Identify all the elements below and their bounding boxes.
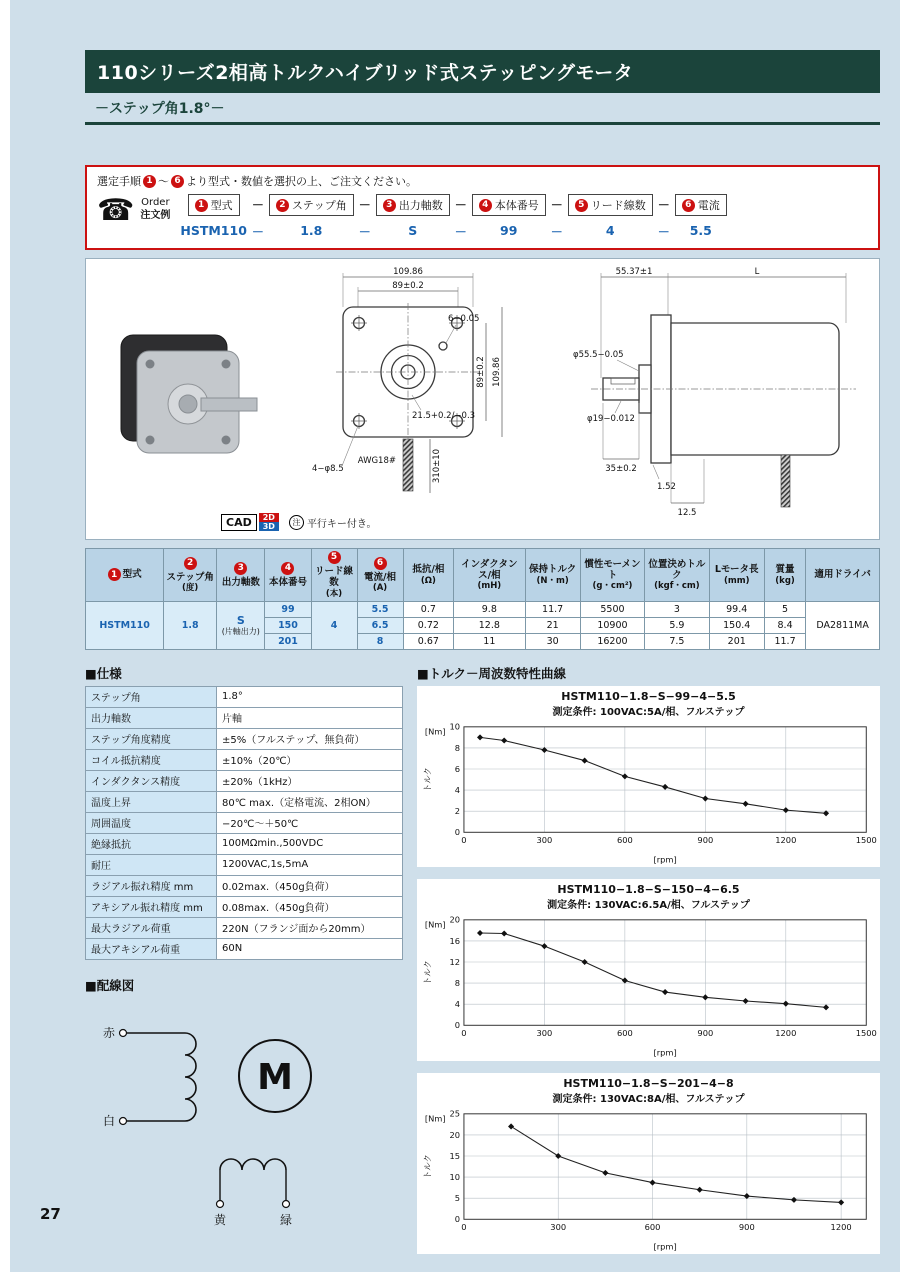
- separator-dash: －: [358, 198, 371, 212]
- svg-text:トルク: トルク: [422, 767, 433, 792]
- dim-height-inner: 89±0.2: [475, 356, 486, 388]
- separator-dash-blue: －: [657, 225, 670, 239]
- svg-text:16: 16: [449, 936, 461, 947]
- chart-title: HSTM110−1.8−S−201−4−8: [563, 1076, 734, 1090]
- spec-row: [86, 686, 403, 707]
- field-box: [269, 194, 354, 216]
- dim-width-inner: 89±0.2: [391, 281, 424, 291]
- selection-table-header: [86, 549, 880, 602]
- svg-text:[rpm]: [rpm]: [653, 1241, 677, 1252]
- field-label: 出力軸数: [398, 199, 443, 212]
- spec-value: 100MΩmin.,500VDC: [217, 833, 403, 854]
- svg-text:300: 300: [550, 1221, 567, 1232]
- spec-row: [86, 707, 403, 728]
- separator: [450, 194, 472, 240]
- spec-key: ステップ角: [86, 686, 217, 707]
- cell-current: 8: [357, 633, 403, 649]
- spec-table: [85, 686, 403, 960]
- note-circle-icon: 注: [289, 515, 304, 530]
- svg-text:トルク: トルク: [422, 1154, 433, 1179]
- field-label: 電流: [697, 199, 720, 212]
- chart-plot: [419, 1106, 878, 1252]
- product-photo: [109, 319, 269, 479]
- field-box: [376, 194, 450, 216]
- spec-value: 60N: [217, 938, 403, 959]
- chart-title: HSTM110−1.8−S−99−4−5.5: [561, 689, 736, 703]
- spec-row: [86, 875, 403, 896]
- spec-value: ±10%（20℃）: [217, 749, 403, 770]
- col-shaft: [217, 549, 265, 602]
- field-value: S: [408, 223, 418, 238]
- torque-chart-201: [417, 1073, 880, 1254]
- cell-resistance: 0.7: [403, 601, 454, 617]
- dim-shaft-length: 35±0.2: [605, 464, 637, 474]
- col-label: 慣性モーメント: [584, 558, 641, 581]
- front-view-drawing: [308, 263, 548, 525]
- cell-current: 5.5: [357, 601, 403, 617]
- spec-row: [86, 749, 403, 770]
- separator-dash-blue: －: [454, 225, 467, 239]
- col-holding-torque: [525, 549, 580, 602]
- spec-and-wiring-column: [85, 654, 403, 1237]
- field-box: [472, 194, 546, 216]
- dim-pilot: 21.5+0.2/−0.3: [411, 411, 475, 421]
- svg-text:2: 2: [454, 806, 461, 817]
- spec-value: 220N（フランジ面から20mm）: [217, 917, 403, 938]
- spec-key: 耐圧: [86, 854, 217, 875]
- svg-text:900: 900: [738, 1221, 755, 1232]
- wiring-title: ■配線図: [85, 977, 135, 993]
- spec-row: [86, 791, 403, 812]
- spec-row: [86, 833, 403, 854]
- svg-text:600: 600: [644, 1221, 661, 1232]
- field-value: HSTM110: [180, 223, 247, 238]
- col-label: リード線数: [315, 566, 354, 589]
- svg-text:1200: 1200: [830, 1221, 852, 1232]
- col-unit: (mH): [477, 581, 502, 592]
- svg-text:10: 10: [449, 721, 461, 732]
- col-label: 出力軸数: [221, 576, 260, 588]
- badge-5-icon: 5: [575, 199, 588, 212]
- col-inductance: [454, 549, 525, 602]
- wire-label-green: 緑: [279, 1212, 293, 1227]
- torque-chart-150: [417, 879, 880, 1060]
- spec-title: ■仕様: [85, 665, 122, 681]
- wire-label-red: 赤: [102, 1025, 115, 1040]
- cell-inertia: 10900: [580, 617, 644, 633]
- spec-key: 温度上昇: [86, 791, 217, 812]
- separator-dash-blue: －: [358, 225, 371, 239]
- torque-charts-column: [417, 654, 880, 1266]
- svg-text:0: 0: [461, 834, 467, 845]
- svg-text:20: 20: [449, 1129, 461, 1140]
- dim-front-length: 55.37±1: [615, 267, 653, 277]
- separator-dash: －: [251, 198, 264, 212]
- spec-row: [86, 854, 403, 875]
- field-value: 99: [500, 223, 518, 238]
- svg-text:1200: 1200: [775, 834, 797, 845]
- order-label: [140, 196, 170, 222]
- cell-mass: 11.7: [764, 633, 805, 649]
- col-unit: (kgf・cm): [654, 581, 700, 592]
- svg-text:600: 600: [616, 1028, 633, 1039]
- order-field-body-no: [472, 194, 546, 238]
- cad-label: CAD: [221, 514, 257, 531]
- col-current: [357, 549, 403, 602]
- col-unit: (度): [182, 583, 199, 594]
- field-value: 4: [605, 223, 615, 238]
- svg-text:[Nm]: [Nm]: [424, 920, 446, 931]
- svg-text:4: 4: [454, 999, 461, 1010]
- cad-2d-badge: 2D: [259, 513, 279, 522]
- badge-6-icon: 6: [374, 557, 387, 570]
- side-view-drawing: [571, 263, 871, 525]
- col-label: 電流/相: [364, 571, 397, 583]
- svg-text:25: 25: [449, 1108, 461, 1119]
- separator: [247, 194, 269, 240]
- field-label: 型式: [210, 199, 233, 212]
- cell-body-no: 99: [265, 601, 311, 617]
- svg-text:0: 0: [461, 1221, 467, 1232]
- svg-text:[Nm]: [Nm]: [424, 1113, 446, 1124]
- order-label-bottom: 注文例: [140, 210, 171, 221]
- dim-pilot-dia: φ55.5−0.05: [573, 350, 624, 360]
- cell-resistance: 0.72: [403, 617, 454, 633]
- circled-6-icon: 6: [171, 175, 184, 188]
- cell-model: HSTM110: [86, 601, 164, 649]
- field-label: 本体番号: [494, 199, 539, 212]
- dim-width-outer: 109.86: [392, 267, 423, 277]
- spec-key: コイル抵抗精度: [86, 749, 217, 770]
- spec-key: 出力軸数: [86, 707, 217, 728]
- svg-text:900: 900: [697, 1028, 714, 1039]
- dim-lead-gauge: AWG18#: [357, 456, 396, 466]
- cell-motor-length: 150.4: [709, 617, 764, 633]
- badge-5-icon: 5: [328, 551, 341, 564]
- order-instruction: [97, 173, 868, 189]
- svg-text:1500: 1500: [855, 1028, 877, 1039]
- order-example-row: [97, 194, 868, 240]
- svg-text:300: 300: [536, 834, 553, 845]
- cell-detent-torque: 5.9: [645, 617, 709, 633]
- dim-hole-small: 6−0.05: [447, 314, 479, 324]
- order-field-model: [180, 194, 247, 238]
- page-title: 110シリーズ2相高トルクハイブリッド式ステッピングモータ: [85, 50, 880, 93]
- field-label: ステップ角: [291, 199, 347, 212]
- spec-key: ラジアル振れ精度 mm: [86, 875, 217, 896]
- field-value: 5.5: [689, 223, 712, 238]
- cell-holding-torque: 21: [525, 617, 580, 633]
- col-step-angle: [164, 549, 217, 602]
- spec-row: [86, 896, 403, 917]
- spec-value: 1.8°: [217, 686, 403, 707]
- svg-text:1200: 1200: [775, 1028, 797, 1039]
- cell-inductance: 11: [454, 633, 525, 649]
- wire-label-yellow: 黄: [213, 1212, 227, 1227]
- cell-shaft: [217, 601, 265, 649]
- svg-text:トルク: トルク: [422, 960, 433, 986]
- badge-2-icon: 2: [184, 557, 197, 570]
- cad-badge: [221, 513, 279, 531]
- wire-label-white: 白: [102, 1113, 115, 1128]
- svg-text:0: 0: [454, 1020, 461, 1031]
- svg-text:15: 15: [449, 1150, 461, 1161]
- lower-section: [85, 654, 880, 1266]
- svg-text:10: 10: [449, 1171, 461, 1182]
- badge-4-icon: 4: [479, 199, 492, 212]
- spec-value: 0.08max.（450g負荷）: [217, 896, 403, 917]
- cell-detent-torque: 7.5: [645, 633, 709, 649]
- col-resistance: [403, 549, 454, 602]
- spec-key: 最大アキシアル荷重: [86, 938, 217, 959]
- separator-dash-blue: －: [550, 225, 563, 239]
- cell-step-angle: 1.8: [164, 601, 217, 649]
- svg-text:5: 5: [454, 1193, 461, 1204]
- cell-body-no: 150: [265, 617, 311, 633]
- col-inertia: [580, 549, 644, 602]
- col-unit: (kg): [775, 575, 795, 586]
- order-label-top: Order: [141, 197, 170, 208]
- badge-1-icon: 1: [108, 568, 121, 581]
- badge-3-icon: 3: [383, 199, 396, 212]
- spec-key: 絶縁抵抗: [86, 833, 217, 854]
- dim-body-length: L: [754, 267, 760, 277]
- spec-key: インダクタンス精度: [86, 770, 217, 791]
- spec-value: 0.02max.（450g負荷）: [217, 875, 403, 896]
- note-text: 平行キー付き。: [306, 518, 377, 530]
- svg-text:8: 8: [454, 742, 461, 753]
- dim-lead-position: 12.5: [677, 508, 697, 518]
- spec-value: 1200VAC,1s,5mA: [217, 854, 403, 875]
- cell-current: 6.5: [357, 617, 403, 633]
- svg-text:600: 600: [616, 834, 633, 845]
- cell-mass: 5: [764, 601, 805, 617]
- order-field-step-angle: [269, 194, 354, 238]
- col-label: 位置決めトルク: [648, 558, 706, 581]
- spec-value: ±20%（1kHz）: [217, 770, 403, 791]
- table-row: [86, 601, 880, 617]
- page-number: 27: [40, 1205, 61, 1223]
- motor-symbol: M: [257, 1056, 293, 1098]
- spec-value: 80℃ max.（定格電流、2相ON）: [217, 791, 403, 812]
- col-label: 本体番号: [268, 576, 307, 588]
- separator-dash: －: [550, 198, 563, 212]
- separator-dash-blue: －: [251, 225, 264, 239]
- svg-text:0: 0: [454, 1214, 461, 1225]
- spec-row: [86, 728, 403, 749]
- svg-text:[Nm]: [Nm]: [424, 726, 446, 737]
- chart-subtitle: 測定条件: 130VAC:8A/相、フルステップ: [552, 1093, 745, 1105]
- cell-detent-torque: 3: [645, 601, 709, 617]
- dim-corner-holes: 4−φ8.5: [311, 464, 344, 474]
- col-label: インダクタンス/相: [461, 558, 518, 581]
- col-motor-length: [709, 549, 764, 602]
- svg-text:4: 4: [454, 784, 461, 795]
- dim-lead-length: 310±10: [431, 448, 442, 484]
- col-label: 適用ドライバ: [814, 569, 871, 581]
- col-mass: [764, 549, 805, 602]
- spec-value: −20℃～＋50℃: [217, 812, 403, 833]
- separator-dash: －: [657, 198, 670, 212]
- col-unit: (N・m): [536, 575, 569, 586]
- instruction-suffix: より型式・数値を選択の上、ご注文ください。: [186, 175, 417, 188]
- spec-row: [86, 812, 403, 833]
- spec-row: [86, 770, 403, 791]
- svg-text:[rpm]: [rpm]: [653, 1048, 677, 1059]
- torque-chart-99: [417, 686, 880, 867]
- spec-row: [86, 917, 403, 938]
- order-field-leads: [568, 194, 653, 238]
- svg-text:[rpm]: [rpm]: [653, 854, 677, 865]
- circled-1-icon: 1: [143, 175, 156, 188]
- field-value: 1.8: [300, 223, 323, 238]
- col-lead-wires: [311, 549, 357, 602]
- chart-subtitle: 測定条件: 100VAC:5A/相、フルステップ: [552, 706, 745, 718]
- svg-text:12: 12: [449, 957, 461, 968]
- col-unit: (mm): [723, 575, 750, 586]
- order-field-current: [675, 194, 727, 238]
- catalog-page: [85, 50, 880, 1266]
- col-label: 抵抗/相: [412, 564, 445, 576]
- parallel-key-note: [289, 515, 377, 530]
- badge-4-icon: 4: [281, 562, 294, 575]
- order-example-box: [85, 165, 880, 250]
- separator: [546, 194, 568, 240]
- cell-resistance: 0.67: [403, 633, 454, 649]
- spec-value: 片軸: [217, 707, 403, 728]
- shaft-code: S: [236, 614, 245, 628]
- svg-text:300: 300: [536, 1028, 553, 1039]
- field-box: [675, 194, 727, 216]
- col-model: [86, 549, 164, 602]
- svg-text:1500: 1500: [855, 834, 877, 845]
- chart-title: HSTM110−1.8−S−150−4−6.5: [557, 883, 740, 897]
- spec-value: ±5%（フルステップ、無負荷）: [217, 728, 403, 749]
- cell-motor-length: 201: [709, 633, 764, 649]
- page-subtitle: －ステップ角1.8°－: [85, 93, 880, 125]
- charts-title: ■トルク－周波数特性曲線: [417, 665, 567, 681]
- spec-key: ステップ角度精度: [86, 728, 217, 749]
- cad-3d-badge: 3D: [259, 522, 279, 531]
- product-photo-wrap: [94, 263, 284, 535]
- separator-dash: －: [454, 198, 467, 212]
- cell-motor-length: 99.4: [709, 601, 764, 617]
- cell-inductance: 9.8: [454, 601, 525, 617]
- svg-text:6: 6: [454, 763, 461, 774]
- cell-mass: 8.4: [764, 617, 805, 633]
- badge-1-icon: 1: [195, 199, 208, 212]
- svg-text:0: 0: [454, 827, 461, 838]
- col-label: ステップ角: [166, 571, 214, 583]
- svg-text:0: 0: [461, 1028, 467, 1039]
- col-unit: (Ω): [420, 575, 436, 586]
- badge-6-icon: 6: [682, 199, 695, 212]
- chart-plot: [419, 912, 878, 1058]
- cell-inertia: 16200: [580, 633, 644, 649]
- instruction-prefix: 選定手順: [97, 175, 141, 188]
- spec-key: 周囲温度: [86, 812, 217, 833]
- cell-driver: DA2811MA: [806, 601, 880, 649]
- spec-key: 最大ラジアル荷重: [86, 917, 217, 938]
- dimension-drawing-panel: [85, 258, 880, 540]
- wiring-diagram: [85, 998, 385, 1233]
- chart-plot: [419, 719, 878, 865]
- col-unit: (A): [372, 583, 388, 594]
- field-box: [188, 194, 240, 216]
- cell-inductance: 12.8: [454, 617, 525, 633]
- dim-step: 1.52: [657, 482, 676, 492]
- col-body-no: [265, 549, 311, 602]
- spec-key: アキシアル振れ精度 mm: [86, 896, 217, 917]
- col-unit: (g・cm²): [592, 581, 633, 592]
- field-box: [568, 194, 653, 216]
- field-label: リード線数: [590, 199, 646, 212]
- spec-row: [86, 938, 403, 959]
- instruction-range: ～: [158, 175, 169, 188]
- cell-holding-torque: 30: [525, 633, 580, 649]
- separator: [653, 194, 675, 240]
- separator: [354, 194, 376, 240]
- badge-3-icon: 3: [234, 562, 247, 575]
- selection-table: [85, 548, 880, 650]
- col-label: 質量: [775, 564, 795, 576]
- svg-text:8: 8: [454, 978, 461, 989]
- svg-text:900: 900: [697, 834, 714, 845]
- badge-2-icon: 2: [276, 199, 289, 212]
- cell-inertia: 5500: [580, 601, 644, 617]
- order-field-shaft: [376, 194, 450, 238]
- shaft-note: (片軸出力): [221, 627, 260, 637]
- col-unit: (本): [325, 588, 343, 599]
- phone-icon: ☎: [97, 193, 135, 228]
- col-label: 型式: [122, 569, 142, 581]
- cell-lead-wires: 4: [311, 601, 357, 649]
- dim-shaft-dia: φ19−0.012: [587, 414, 635, 424]
- col-driver: [806, 549, 880, 602]
- cell-body-no: 201: [265, 633, 311, 649]
- cell-holding-torque: 11.7: [525, 601, 580, 617]
- cad-2d3d: [259, 513, 279, 531]
- col-label: Lモータ長: [714, 564, 759, 576]
- chart-subtitle: 測定条件: 130VAC:6.5A/相、フルステップ: [547, 900, 750, 912]
- col-detent-torque: [645, 549, 709, 602]
- dim-height-outer: 109.86: [491, 357, 502, 387]
- col-label: 保持トルク: [528, 564, 577, 576]
- svg-text:20: 20: [449, 915, 461, 926]
- cad-and-note: [221, 513, 377, 531]
- page-left-margin: [0, 0, 10, 1272]
